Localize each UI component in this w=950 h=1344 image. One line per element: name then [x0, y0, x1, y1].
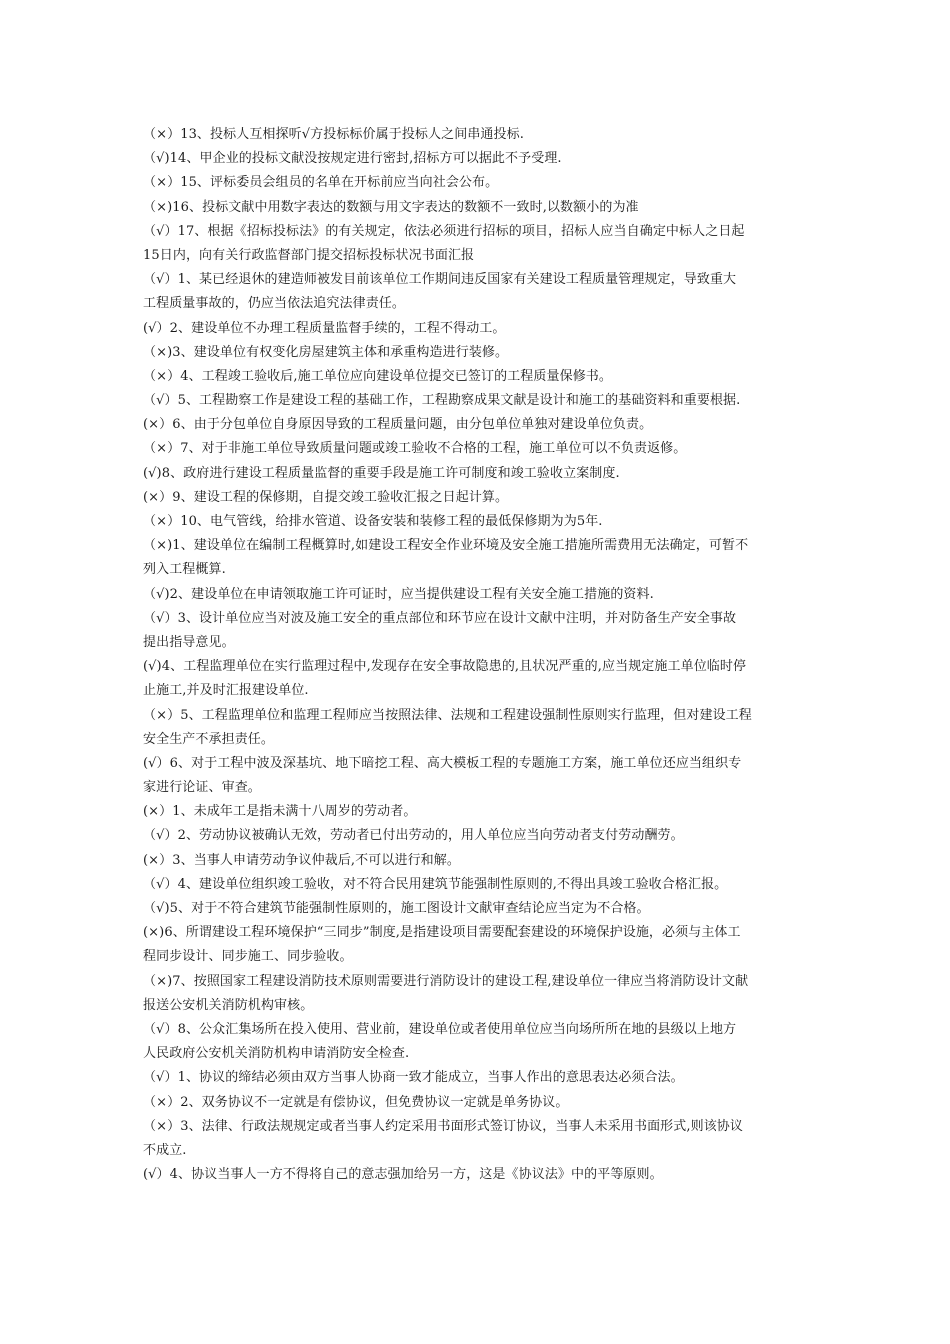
text-line: 止施工,并及时汇报建设单位.: [143, 683, 309, 699]
text-line: （√）2、劳动协议被确认无效，劳动者已付出劳动的，用人单位应当向劳动者支付劳动酬劳。: [143, 828, 684, 844]
text-line: (×）9、建设工程的保修期，自提交竣工验收汇报之日起计算。: [143, 489, 509, 505]
text-line: （×）4、工程竣工验收后,施工单位应向建设单位提交已签订的工程质量保修书。: [143, 368, 612, 384]
document-body: [143, 123, 811, 1187]
text-line: 提出指导意见。: [143, 634, 235, 650]
text-line: （√）17、根据《招标投标法》的有关规定，依法必须进行招标的项目，招标人应当自确定中标人之日起: [143, 223, 745, 239]
text-line: (×）1、未成年工是指未满十八周岁的劳动者。: [143, 804, 417, 820]
text-line: (√）2、建设单位不办理工程质量监督手续的，工程不得动工。: [143, 320, 506, 336]
text-line: （√)5、对于不符合建筑节能强制性原则的，施工图设计文献审查结论应当定为不合格。: [143, 901, 650, 916]
text-line: （×）13、投标人互相探听√方投标标价属于投标人之间串通投标.: [143, 127, 524, 142]
text-line: 不成立.: [143, 1142, 187, 1158]
text-line: 工程质量事故的，仍应当依法追究法律责任。: [143, 296, 406, 312]
text-line: （√）5、工程勘察工作是建设工程的基础工作，工程勘察成果文献是设计和施工的基础资料和重要根据.: [143, 393, 741, 409]
text-line: 列入工程概算.: [143, 562, 226, 578]
text-line: （√)2、建设单位在申请领取施工许可证时，应当提供建设工程有关安全施工措施的资料.: [143, 586, 654, 602]
text-line: （×）5、工程监理单位和监理工程师应当按照法律、法规和工程建设强制性原则实行监理，但对建设工程: [143, 707, 752, 723]
text-line: （×）15、评标委员会组员的名单在开标前应当向社会公布。: [143, 175, 499, 191]
text-line: (×）6、由于分包单位自身原因导致的工程质量问题，由分包单位单独对建设单位负责。: [143, 417, 653, 433]
text-line: （×)7、按照国家工程建设消防技术原则需要进行消防设计的建设工程,建设单位一律应当将消防设计文献: [143, 973, 749, 989]
text-line: （√）1、某已经退休的建造师被发目前该单位工作期间违反国家有关建设工程质量管理规定，导致重大: [143, 272, 737, 288]
text-line: （×）3、法律、行政法规规定或者当事人约定采用书面形式签订协议，当事人未采用书面形式,则该协议: [143, 1118, 743, 1134]
text-line: （×)16、投标文献中用数字表达的数额与用文字表达的数额不一致时,以数额小的为准: [143, 199, 639, 215]
text-line: （√)14、甲企业的投标文献没按规定进行密封,招标方可以据此不予受理.: [143, 151, 562, 167]
text-line: （√）4、建设单位组织竣工验收，对不符合民用建筑节能强制性原则的,不得出具竣工验收合格汇报。: [143, 876, 728, 892]
text-line: （√）3、设计单位应当对波及施工安全的重点部位和环节应在设计文献中注明，并对防备生产安全事故: [143, 610, 737, 626]
text-line: （×）7、对于非施工单位导致质量问题或竣工验收不合格的工程，施工单位可以不负责返修。: [143, 441, 687, 457]
text-line: 15日内，向有关行政监督部门提交招标投标状况书面汇报: [143, 247, 475, 263]
text-line: （√）8、公众汇集场所在投入使用、营业前，建设单位或者使用单位应当向场所所在地的县级以上地方: [143, 1021, 737, 1037]
text-line: (√）4、协议当事人一方不得将自己的意志强加给另一方，这是《协议法》中的平等原则。: [143, 1167, 663, 1183]
text-line: 程同步设计、同步施工、同步验收。: [143, 949, 353, 965]
text-line: 报送公安机关消防机构审核。: [143, 997, 314, 1013]
text-line: (√)8、政府进行建设工程质量监督的重要手段是施工许可制度和竣工验收立案制度.: [143, 465, 620, 481]
text-line: (√）6、对于工程中波及深基坑、地下暗挖工程、高大模板工程的专题施工方案，施工单位还应当组织专: [143, 755, 742, 771]
text-line: 人民政府公安机关消防机构申请消防安全检查.: [143, 1046, 410, 1062]
text-line: （×）10、电气管线，给排水管道、设备安装和装修工程的最低保修期为为5年.: [143, 514, 603, 529]
text-line: (√)4、工程监理单位在实行监理过程中,发现存在安全事故隐患的,且状况严重的,应当规定施工单位临时停: [143, 659, 747, 675]
text-line: （×)1、建设单位在编制工程概算时,如建设工程安全作业环境及安全施工措施所需费用无法确定，可暂不: [143, 538, 749, 554]
text-line: (×）3、当事人申请劳动争议仲裁后,不可以进行和解。: [143, 852, 460, 868]
text-line: （√）1、协议的缔结必须由双方当事人协商一致才能成立，当事人作出的意思表达必须合法。: [143, 1070, 684, 1086]
text-line: 家进行论证、审查。: [143, 780, 261, 796]
text-line: 安全生产不承担责任。: [143, 731, 275, 747]
text-line: （×）2、双务协议不一定就是有偿协议，但免费协议一定就是单务协议。: [143, 1094, 569, 1110]
text-line: (×)6、所谓建设工程环境保护“三同步”制度,是指建设项目需要配套建设的环境保护设施，必须与主体工: [143, 925, 741, 941]
text-line: （×)3、建设单位有权变化房屋建筑主体和承重构造进行装修。: [143, 344, 509, 360]
